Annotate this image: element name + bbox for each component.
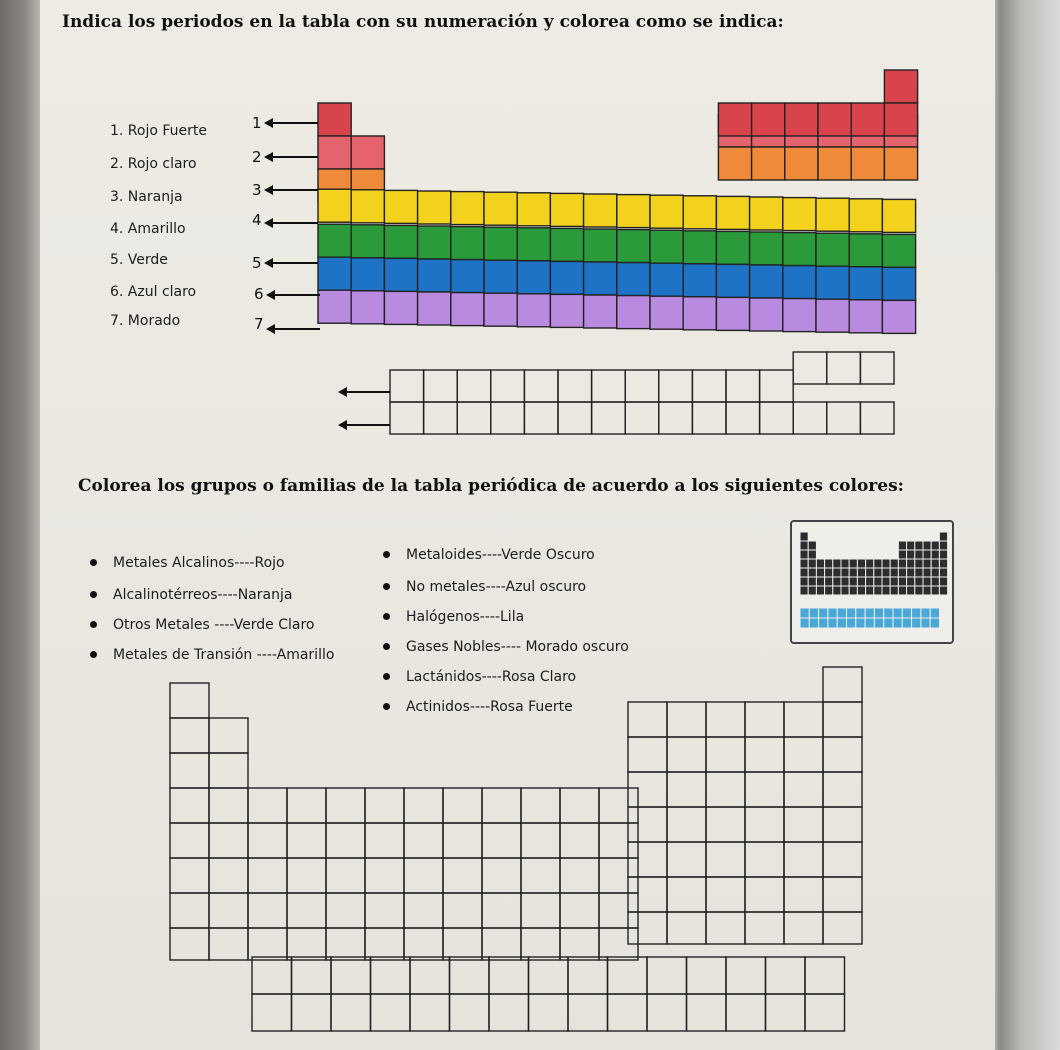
period-label: 1. Rojo Fuerte	[110, 123, 208, 139]
blank-cell	[823, 737, 862, 772]
blank-cell	[209, 718, 248, 753]
blank-cell	[823, 912, 862, 944]
blank-cell	[443, 928, 482, 960]
period-label: 3. Naranja	[110, 189, 183, 205]
blank-cell	[287, 928, 326, 960]
blank-cell	[628, 737, 667, 772]
f-block-cell	[292, 957, 332, 994]
blank-cell	[628, 877, 667, 912]
blank-cell	[784, 912, 823, 944]
blank-cell	[404, 823, 443, 858]
blank-cell	[599, 858, 638, 893]
blank-cell	[823, 877, 862, 912]
blank-cell	[326, 928, 365, 960]
blank-cell	[599, 823, 638, 858]
blank-cell	[706, 912, 745, 944]
blank-cell	[365, 928, 404, 960]
blank-cell	[667, 702, 706, 737]
blank-cell	[628, 702, 667, 737]
f-block-cell	[608, 957, 648, 994]
blank-cell	[248, 928, 287, 960]
f-block-cell	[726, 957, 766, 994]
blank-cell	[365, 788, 404, 823]
blank-cell	[560, 788, 599, 823]
blank-cell	[560, 928, 599, 960]
blank-cell	[170, 683, 209, 718]
blank-cell	[823, 667, 862, 702]
blank-cell	[521, 823, 560, 858]
blank-cell	[326, 788, 365, 823]
blank-cell	[248, 858, 287, 893]
blank-cell	[706, 842, 745, 877]
legend-text: Metaloides----Verde Oscuro	[406, 547, 595, 563]
f-block-cell	[568, 994, 608, 1031]
blank-cell	[404, 928, 443, 960]
period-number: 6	[254, 285, 264, 303]
period-number: 1	[252, 114, 262, 132]
blank-cell	[745, 912, 784, 944]
blank-cell	[443, 858, 482, 893]
f-block-cell	[450, 957, 490, 994]
blank-cell	[745, 772, 784, 807]
blank-cell	[706, 807, 745, 842]
blank-cell	[326, 893, 365, 928]
f-block-cell	[766, 994, 806, 1031]
blank-cell	[823, 807, 862, 842]
f-block-cell	[371, 994, 411, 1031]
legend-text: Metales de Transión ----Amarillo	[113, 647, 335, 663]
blank-cell	[823, 772, 862, 807]
blank-cell	[365, 823, 404, 858]
blank-cell	[326, 858, 365, 893]
blank-cell	[170, 858, 209, 893]
blank-cell	[209, 788, 248, 823]
f-block-cell	[371, 957, 411, 994]
blank-cell	[170, 928, 209, 960]
period-label: 7. Morado	[110, 313, 181, 329]
f-block-cell	[608, 994, 648, 1031]
blank-cell	[287, 823, 326, 858]
blank-cell	[784, 807, 823, 842]
f-block-cell	[647, 957, 687, 994]
blank-cell	[209, 823, 248, 858]
legend-text: Lactánidos----Rosa Claro	[406, 669, 577, 685]
blank-cell	[365, 893, 404, 928]
blank-cell	[404, 893, 443, 928]
period-number: 7	[254, 315, 264, 333]
blank-cell	[667, 912, 706, 944]
blank-cell	[706, 772, 745, 807]
period-number: 2	[252, 148, 262, 166]
blank-cell	[443, 893, 482, 928]
period-label: 6. Azul claro	[110, 284, 197, 300]
f-block-cell	[529, 957, 569, 994]
f-block-cell	[410, 957, 450, 994]
f-block-cell	[529, 994, 569, 1031]
blank-cell	[745, 807, 784, 842]
blank-cell	[326, 823, 365, 858]
blank-cell	[170, 753, 209, 788]
period-label: 2. Rojo claro	[110, 156, 197, 172]
period-label: 5. Verde	[110, 252, 168, 268]
legend-text: Alcalinotérreos----Naranja	[113, 587, 293, 603]
blank-cell	[784, 877, 823, 912]
f-block-cell	[687, 994, 727, 1031]
blank-cell	[823, 842, 862, 877]
blank-cell	[170, 718, 209, 753]
f-block-cell	[410, 994, 450, 1031]
f-block-cell	[252, 994, 292, 1031]
blank-cell	[209, 858, 248, 893]
f-block-cell	[647, 994, 687, 1031]
blank-cell	[482, 893, 521, 928]
blank-cell	[521, 893, 560, 928]
blank-cell	[667, 737, 706, 772]
blank-cell	[443, 823, 482, 858]
f-block-cell	[292, 994, 332, 1031]
blank-cell	[170, 823, 209, 858]
blank-cell	[482, 823, 521, 858]
blank-cell	[170, 893, 209, 928]
f-block-cell	[489, 957, 529, 994]
blank-cell	[443, 788, 482, 823]
period-label: 4. Amarillo	[110, 221, 186, 237]
blank-cell	[287, 893, 326, 928]
blank-cell	[745, 842, 784, 877]
f-block-cell	[489, 994, 529, 1031]
blank-cell	[560, 858, 599, 893]
blank-cell	[560, 893, 599, 928]
f-block-cell	[805, 994, 845, 1031]
blank-cell	[287, 858, 326, 893]
blank-cell	[745, 737, 784, 772]
blank-cell	[521, 928, 560, 960]
f-block-cell	[331, 994, 371, 1031]
f-block-cell	[805, 957, 845, 994]
blank-cell	[784, 737, 823, 772]
f-block-cell	[726, 994, 766, 1031]
blank-cell	[560, 823, 599, 858]
f-block-cell	[766, 957, 806, 994]
blank-cell	[287, 788, 326, 823]
blank-cell	[706, 702, 745, 737]
legend-text: Otros Metales ----Verde Claro	[113, 617, 315, 633]
blank-cell	[667, 877, 706, 912]
blank-cell	[667, 842, 706, 877]
f-block-cell	[331, 957, 371, 994]
blank-cell	[667, 807, 706, 842]
blank-cell	[404, 858, 443, 893]
blank-cell	[482, 858, 521, 893]
blank-cell	[784, 842, 823, 877]
blank-cell	[745, 702, 784, 737]
blank-cell	[599, 893, 638, 928]
blank-cell	[248, 893, 287, 928]
f-block-cell	[450, 994, 490, 1031]
legend-text: Metales Alcalinos----Rojo	[113, 555, 285, 571]
blank-cell	[745, 877, 784, 912]
blank-cell	[404, 788, 443, 823]
period-number: 5	[252, 254, 262, 272]
blank-cell	[521, 858, 560, 893]
blank-cell	[784, 772, 823, 807]
blank-cell	[482, 928, 521, 960]
f-block-cell	[687, 957, 727, 994]
instruction-title-groups: Colorea los grupos o familias de la tabla periódica de acuerdo a los siguientes colores:	[78, 476, 904, 496]
blank-cell	[628, 842, 667, 877]
instruction-title-periods: Indica los periodos en la tabla con su numeración y colorea como se indica:	[62, 12, 784, 32]
blank-cell	[170, 788, 209, 823]
legend-text: No metales----Azul oscuro	[406, 579, 587, 595]
legend-text: Halógenos----Lila	[406, 609, 525, 625]
blank-cell	[667, 772, 706, 807]
blank-cell	[209, 928, 248, 960]
blank-cell	[628, 807, 667, 842]
blank-cell	[365, 858, 404, 893]
period-number: 4	[252, 211, 262, 229]
blank-cell	[599, 788, 638, 823]
blank-cell	[482, 788, 521, 823]
blank-cell	[248, 823, 287, 858]
legend-text: Gases Nobles---- Morado oscuro	[406, 639, 629, 655]
period-number: 3	[252, 181, 262, 199]
blank-cell	[706, 737, 745, 772]
legend-text: Actinidos----Rosa Fuerte	[406, 699, 573, 715]
f-block-cell	[568, 957, 608, 994]
blank-cell	[521, 788, 560, 823]
blank-cell	[784, 702, 823, 737]
blank-cell	[248, 788, 287, 823]
f-block-cell	[252, 957, 292, 994]
blank-cell	[209, 893, 248, 928]
blank-cell	[628, 772, 667, 807]
blank-cell	[209, 753, 248, 788]
blank-cell	[823, 702, 862, 737]
blank-cell	[706, 877, 745, 912]
